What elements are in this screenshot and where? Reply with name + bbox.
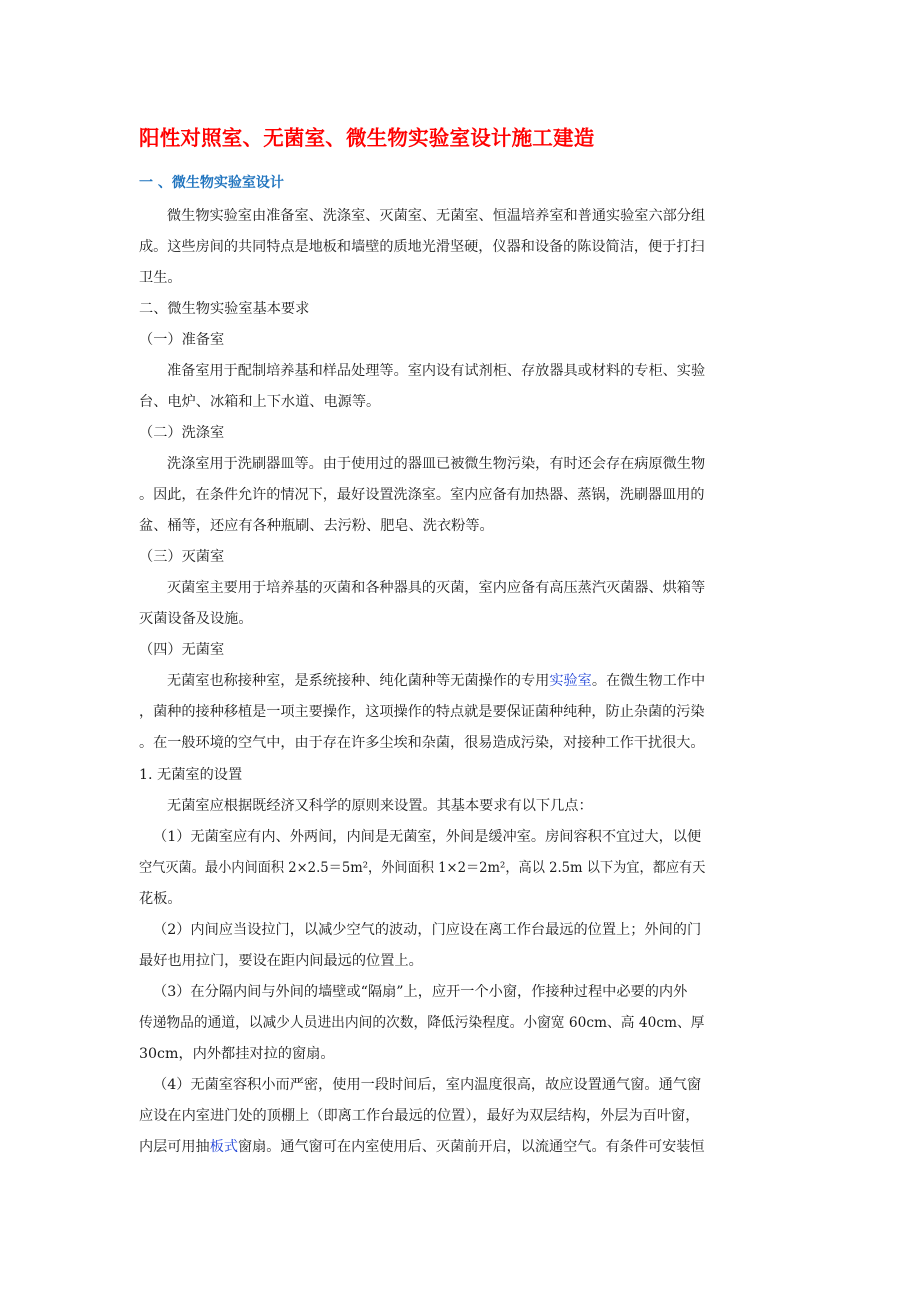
paragraph-line: 成。这些房间的共同特点是地板和墙壁的质地光滑坚硬，仪器和设备的陈设简洁，便于打扫 (139, 239, 705, 255)
paragraph-line: 无菌室应根据既经济又科学的原则来设置。其基本要求有以下几点： (167, 798, 593, 814)
page-title: 阳性对照室、无菌室、微生物实验室设计施工建造 (139, 126, 595, 150)
paragraph-line: 微生物实验室由准备室、洗涤室、灭菌室、无菌室、恒温培养室和普通实验室六部分组 (167, 208, 706, 224)
requirement-line: 传递物品的通道，以减少人员进出内间的次数，降低污染程度。小窗宽 60cm、高 40cm、厚 (139, 1015, 705, 1031)
paragraph-line: 洗涤室用于洗刷器皿等。由于使用过的器皿已被微生物污染，有时还会存在病原微生物 (167, 456, 706, 472)
subheading-prep-room: （一）准备室 (139, 332, 225, 348)
requirement-line: （2）内间应当设拉门，以减少空气的波动，门应设在离工作台最远的位置上；外间的门 (153, 922, 702, 938)
requirement-line: 空气灭菌。最小内间面积 2×2.5＝5m²，外间面积 1×2＝2m²，高以 2.5m 以下为宜，都应有天 (139, 860, 706, 876)
text-run: 。在微生物工作中 (591, 673, 706, 689)
panel-type-link[interactable]: 板式 (209, 1139, 238, 1155)
paragraph-line: 台、电炉、冰箱和上下水道、电源等。 (139, 394, 381, 410)
item-heading-aseptic-setup: 1. 无菌室的设置 (139, 767, 243, 783)
requirement-line: （4）无菌室容积小而严密，使用一段时间后，室内温度很高，故应设置通气窗。通气窗 (153, 1077, 702, 1093)
section-heading-requirements: 二、微生物实验室基本要求 (139, 301, 310, 317)
paragraph-line (167, 670, 705, 690)
paragraph-line: 灭菌设备及设施。 (139, 611, 253, 627)
requirement-line: 花板。 (139, 891, 182, 907)
paragraph-line: 。因此，在条件允许的情况下，最好设置洗涤室。室内应备有加热器、蒸锅，洗刷器皿用的 (139, 487, 705, 503)
laboratory-link[interactable]: 实验室 (549, 673, 592, 689)
section-heading-lab-design: 一 、微生物实验室设计 (139, 175, 284, 191)
subheading-wash-room: （二）洗涤室 (139, 425, 225, 441)
paragraph-line: 。在一般环境的空气中，由于存在许多尘埃和杂菌，很易造成污染，对接种工作干扰很大。 (139, 735, 705, 751)
paragraph-line: 灭菌室主要用于培养基的灭菌和各种器具的灭菌，室内应备有高压蒸汽灭菌器、烘箱等 (167, 580, 706, 596)
subheading-sterilization-room: （三）灭菌室 (139, 549, 225, 565)
text-run: 窗扇。通气窗可在内室使用后、灭菌前开启，以流通空气。有条件可安装恒 (237, 1139, 705, 1155)
requirement-line: 最好也用拉门，要设在距内间最远的位置上。 (139, 953, 423, 969)
text-run: 内层可用抽 (139, 1139, 210, 1155)
requirement-line: （3）在分隔内间与外间的墙壁或“隔扇”上，应开一个小窗，作接种过程中必要的内外 (153, 984, 688, 1000)
requirement-line: 应设在内室进门处的顶棚上（即离工作台最远的位置），最好为双层结构，外层为百叶窗， (139, 1108, 700, 1124)
requirement-line: （1）无菌室应有内、外两间，内间是无菌室，外间是缓冲室。房间容积不宜过大，以便 (153, 829, 702, 845)
paragraph-line: 卫生。 (139, 270, 182, 286)
requirement-line: 30cm，内外都挂对拉的窗扇。 (139, 1046, 335, 1062)
paragraph-line: 准备室用于配制培养基和样品处理等。室内设有试剂柜、存放器具或材料的专柜、实验 (167, 363, 706, 379)
text-run: 无菌室也称接种室，是系统接种、纯化菌种等无菌操作的专用 (167, 673, 550, 689)
paragraph-line: ，菌种的接种移植是一项主要操作，这项操作的特点就是要保证菌种纯种，防止杂菌的污染 (139, 704, 705, 720)
paragraph-line: 盆、桶等，还应有各种瓶刷、去污粉、肥皂、洗衣粉等。 (139, 518, 494, 534)
subheading-aseptic-room: （四）无菌室 (139, 642, 225, 658)
requirement-line (139, 1136, 705, 1156)
